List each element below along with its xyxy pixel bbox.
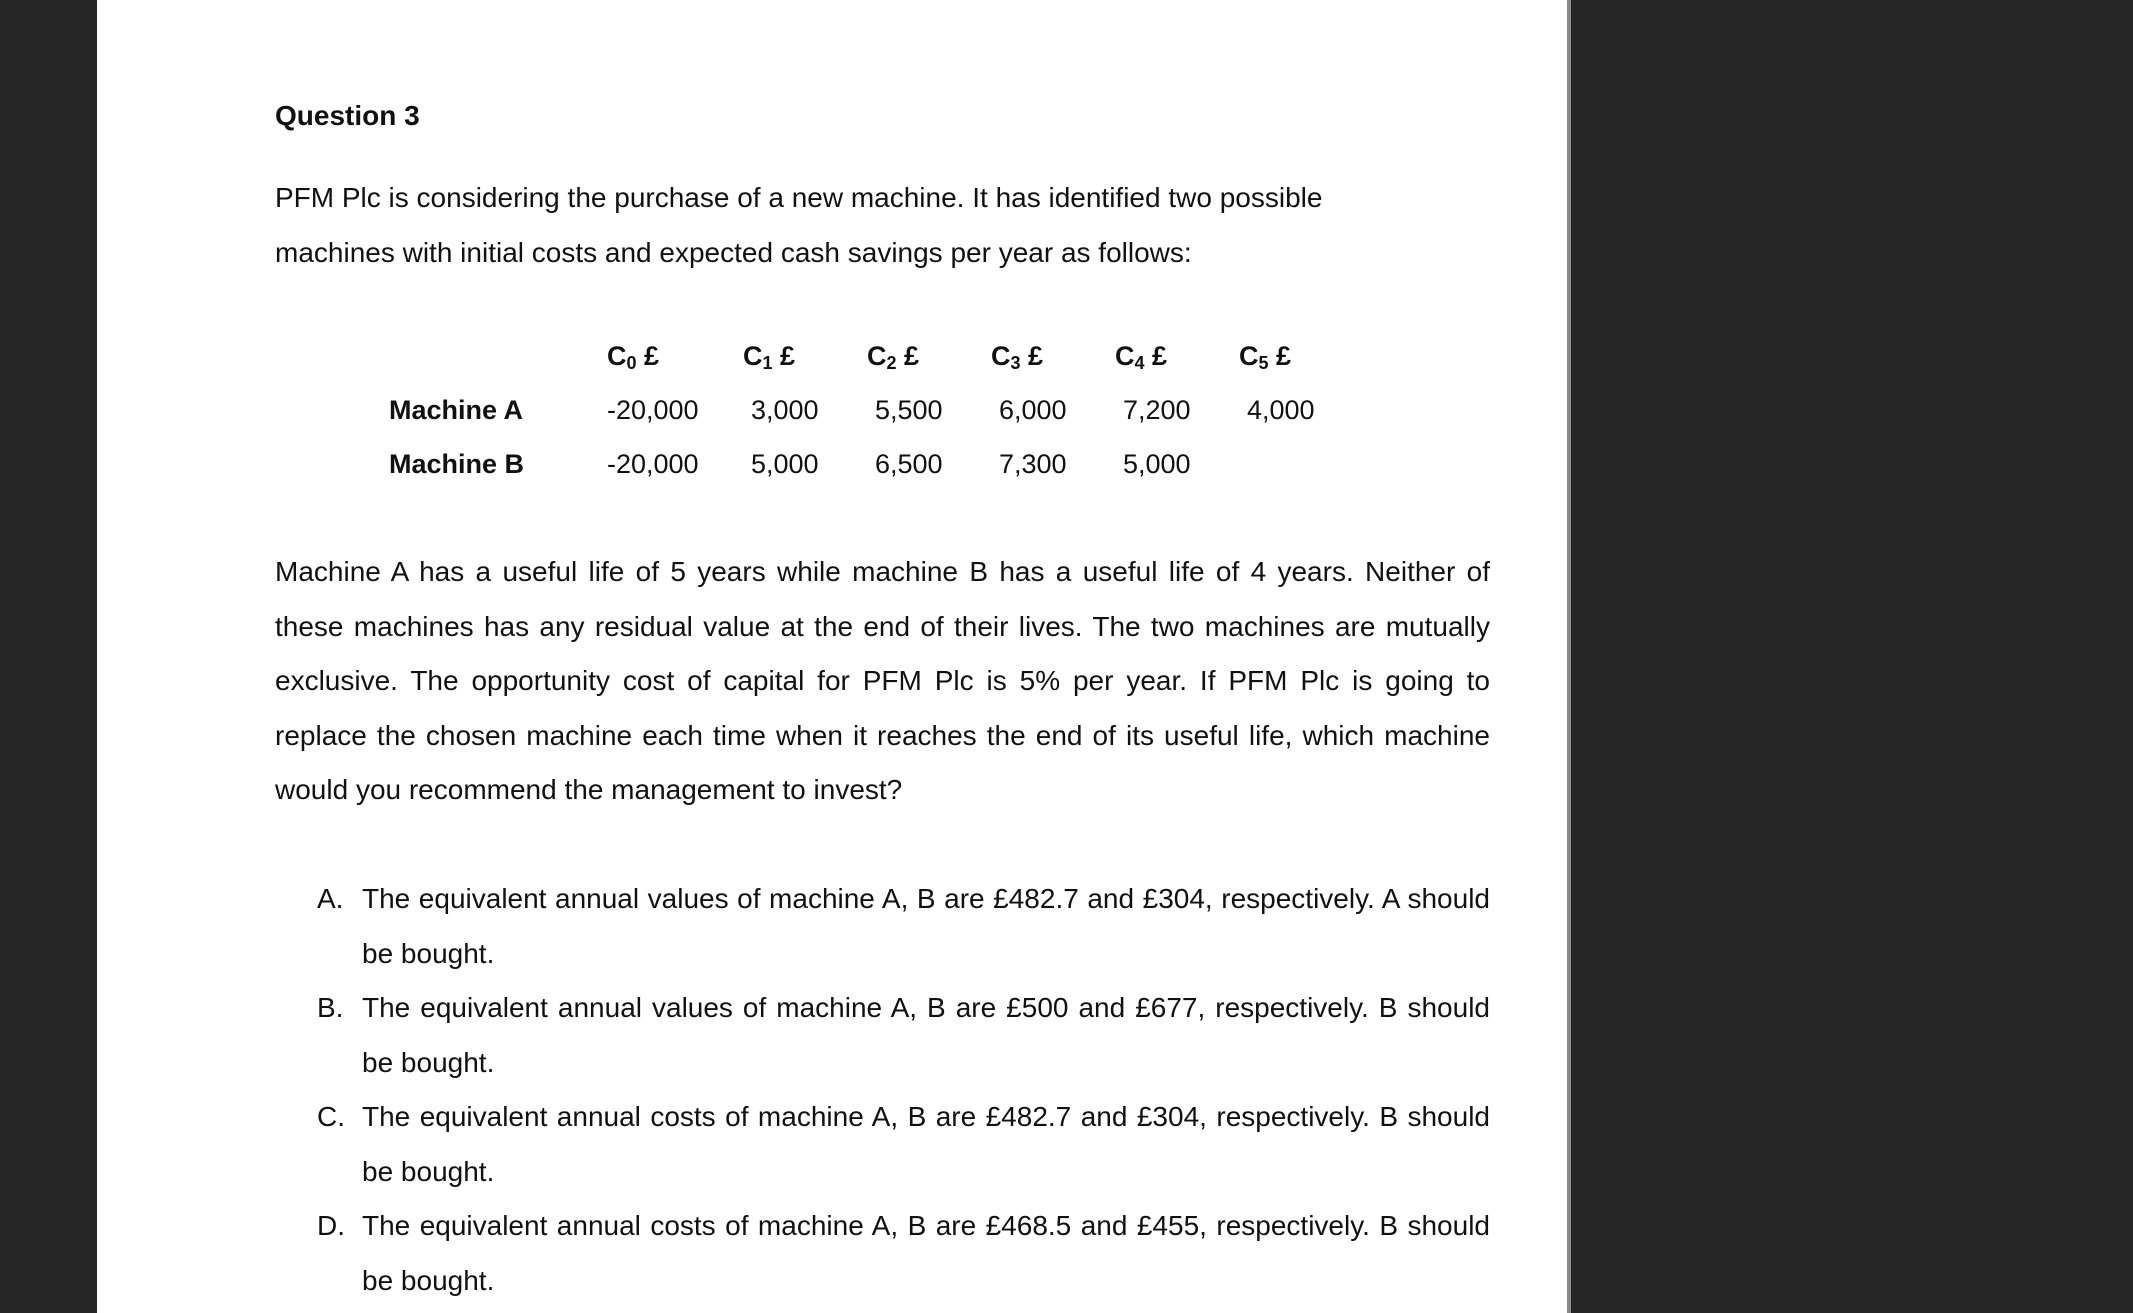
option-text: The equivalent annual costs of machine A, B are £482.7 and £304, respectively. B should be bought. bbox=[362, 1101, 1490, 1187]
answer-option-b[interactable] bbox=[275, 981, 1490, 1090]
option-text: The equivalent annual costs of machine A, B are £468.5 and £455, respectively. B should be bought. bbox=[362, 1210, 1490, 1296]
table-cell: 5,500 bbox=[875, 395, 943, 425]
intro-line: PFM Plc is considering the purchase of a new machine. It has identified two possible bbox=[275, 182, 1323, 213]
option-letter: C. bbox=[317, 1101, 345, 1132]
option-letter: B. bbox=[317, 992, 344, 1023]
column-header-c0: $C_0$ £ bbox=[607, 341, 660, 373]
column-header-c5: $C_5$ £ bbox=[1239, 341, 1292, 373]
option-letter: D. bbox=[317, 1210, 345, 1241]
table-cell: 7,300 bbox=[999, 449, 1067, 479]
table-cell: -20,000 bbox=[607, 395, 699, 425]
cash-flow-table bbox=[97, 0, 1567, 500]
question-body: Machine A has a useful life of 5 years while machine B has a useful life of 4 years. Neither of these machines has any residual value at the end of their lives. The two machines are mutually exclusive. The opportunity cost of capital for PFM Plc is 5% per year. If PFM Plc is going to replace the chosen machine each time when it reaches the end of its useful life, which machine would you recommend the management to invest? bbox=[275, 556, 1490, 805]
table-cell: 6,000 bbox=[999, 395, 1067, 425]
answer-option-c[interactable] bbox=[275, 1090, 1490, 1199]
answer-option-a[interactable] bbox=[275, 872, 1490, 981]
row-label-machine-b: Machine B bbox=[389, 449, 525, 479]
table-cell: 6,500 bbox=[875, 449, 943, 479]
table-cell: 5,000 bbox=[751, 449, 819, 479]
intro-line: machines with initial costs and expected cash savings per year as follows: bbox=[275, 237, 1192, 268]
column-header-c2: $C_2$ £ bbox=[867, 341, 920, 373]
table-cell: 5,000 bbox=[1123, 449, 1191, 479]
page-edge-divider bbox=[1567, 0, 1571, 1313]
table-cell: 3,000 bbox=[751, 395, 819, 425]
table-cell: -20,000 bbox=[607, 449, 699, 479]
column-header-c3: $C_3$ £ bbox=[991, 341, 1044, 373]
column-header-c4: $C_4$ £ bbox=[1115, 341, 1168, 373]
option-letter: A. bbox=[317, 883, 344, 914]
answer-options bbox=[275, 872, 1490, 1308]
column-header-c1: $C_1$ £ bbox=[743, 341, 796, 373]
question-title: Question 3 bbox=[275, 100, 420, 131]
table-cell: 7,200 bbox=[1123, 395, 1191, 425]
answer-option-d[interactable] bbox=[275, 1199, 1490, 1308]
option-text: The equivalent annual values of machine A, B are £482.7 and £304, respectively. A should be bought. bbox=[362, 883, 1490, 969]
table-cell: 4,000 bbox=[1247, 395, 1315, 425]
document-page bbox=[97, 0, 1567, 1313]
option-text: The equivalent annual values of machine A, B are £500 and £677, respectively. B should be bought. bbox=[362, 992, 1490, 1078]
row-label-machine-a: Machine A bbox=[389, 395, 524, 425]
